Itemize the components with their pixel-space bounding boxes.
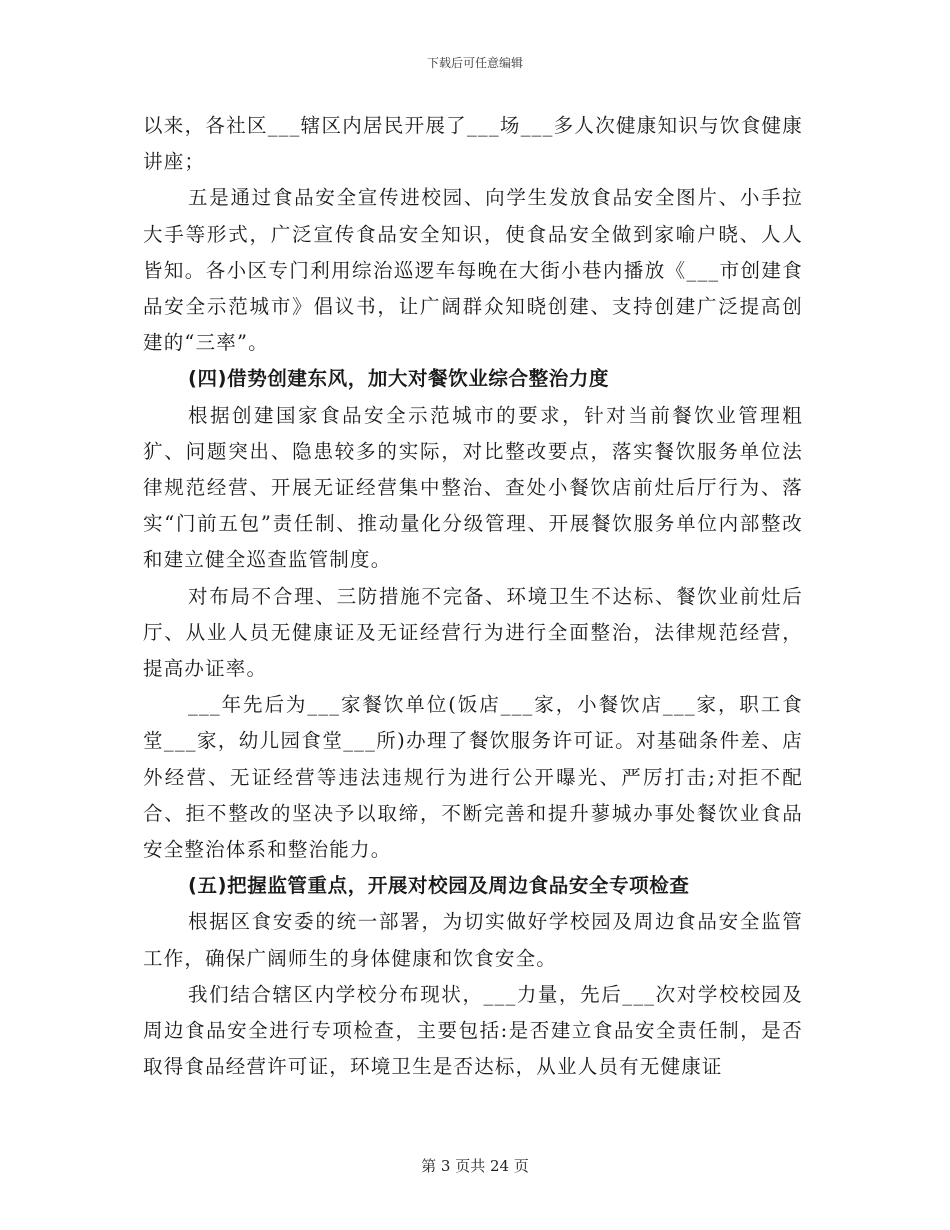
paragraph-school-deployment: 根据区食安委的统一部署，为切实做好学校园及周边食品安全监管工作，确保广阔师生的身体健康和饮食安全。 xyxy=(143,910,803,970)
section-heading-5: (五)把握监管重点，开展对校园及周边食品安全专项检查 xyxy=(188,874,690,898)
page-header: 下载后可任意编辑 xyxy=(426,56,523,70)
section-heading-4: (四)借势创建东风，加大对餐饮业综合整治力度 xyxy=(188,367,610,391)
page-footer: 第 3 页共 24 页 xyxy=(421,1157,529,1175)
paragraph-school-inspection: 我们结合辖区内学校分布现状，___力量，先后___次对学校校园及周边食品安全进行专项检查，主要包括:是否建立食品安全责任制，是否取得食品经营许可证，环境卫生是否达标，从业人员有无健康证 xyxy=(143,982,803,1079)
paragraph-continuation: 以来，各社区___辖区内居民开展了___场___多人次健康知识与饮食健康讲座； xyxy=(143,114,803,174)
paragraph-publicity: 五是通过食品安全宣传进校园、向学生发放食品安全图片、小手拉大手等形式，广泛宣传食品安全知识，使食品安全做到家喻户晓、人人皆知。各小区专门利用综治巡逻车每晚在大街小巷内播放《___市创建食品安全示范城市》倡议书，让广阔群众知晓创建、支持创建广泛提高创建的“三率”。 xyxy=(143,186,803,355)
paragraph-rectification: 对布局不合理、三防措施不完备、环境卫生不达标、餐饮业前灶后厅、从业人员无健康证及无证经营行为进行全面整治，法律规范经营，提高办证率。 xyxy=(143,584,803,681)
document-body xyxy=(143,108,803,1085)
paragraph-catering-requirements: 根据创建国家食品安全示范城市的要求，针对当前餐饮业管理粗犷、问题突出、隐患较多的实际，对比整改要点，落实餐饮服务单位法律规范经营、开展无证经营集中整治、查处小餐饮店前灶后厅行为、落实“门前五包”责任制、推动量化分级管理、开展餐饮服务单位内部整改和建立健全巡查监管制度。 xyxy=(143,403,803,572)
paragraph-licenses: ___年先后为___家餐饮单位(饭店___家，小餐饮店___家，职工食堂___家，幼儿园食堂___所)办理了餐饮服务许可证。对基础条件差、店外经营、无证经营等违法违规行为进行公开曝光、严厉打击;对拒不配合、拒不整改的坚决予以取缔，不断完善和提升蓼城办事处餐饮业食品安全整治体系和整治能力。 xyxy=(143,693,803,862)
